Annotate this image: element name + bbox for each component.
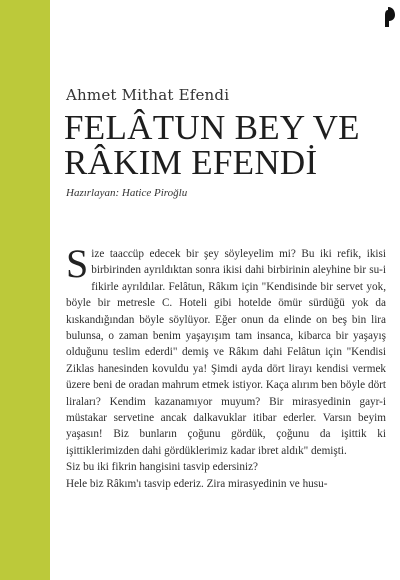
publisher-logo-icon [380,6,396,28]
excerpt-paragraph-3: Hele biz Râkım'ı tasvip ederiz. Zira mirasyedinin ve husu- [66,477,328,490]
excerpt-text [66,241,386,492]
paragraph-1-text: ize taaccüp edecek bir şey söyleyelim mi? Bu iki refik, ikisi birbirinden ayrıldıktan sonra ikisi dahi birbirinin aleyhine bir su-i fikirle ayrıldılar. Felâtun, Râkım için "Kendisinde bir servet yok, böyle bir metresle C. Hoteli gibi hotelde ömür sürdüğü yok da kıskandığından böyle söylüyor. Eğer onun da elinde on beş bin lira bulunsa, o zaman benim yaşayışım tam insanca, kibarca bir yaşayış olduğunu teslim ederdi" demiş ve Râkım dahi Felâtun için "Kendisi Ziklas hanesinden kovuldu ya! Şimdi ayda dört lirayı kendisi vermek üzere beni de oradan mahrum etmek istiyor. Kaça alırım ben böyle dört liraları? Kendim kazanamıyor muyum? Bir mirasyedinin gayr-i müstakar servetine ancak dalkavuklar itibar ederler. Varsın beyim yaşasın! Biz bunların çoğunu gördük, çoğunu da işittik ki işittiklerimizden dahi gördüklerimiz kadar ibret aldık" demişti. [66,248,386,457]
book-title-line-1: FELÂTUN BEY VE [64,108,360,147]
author-name: Ahmet Mithat Efendi [66,86,230,104]
book-title-line-2: RÂKIM EFENDİ [64,143,318,182]
drop-cap-letter: S [66,241,89,286]
book-title [64,110,394,180]
excerpt-paragraph-1 [66,241,386,459]
editor-credit: Hazırlayan: Hatice Piroğlu [66,187,188,199]
cover-spine-band [0,0,50,580]
excerpt-paragraph-2: Siz bu iki fikrin hangisini tasvip edersiniz? [66,461,259,474]
